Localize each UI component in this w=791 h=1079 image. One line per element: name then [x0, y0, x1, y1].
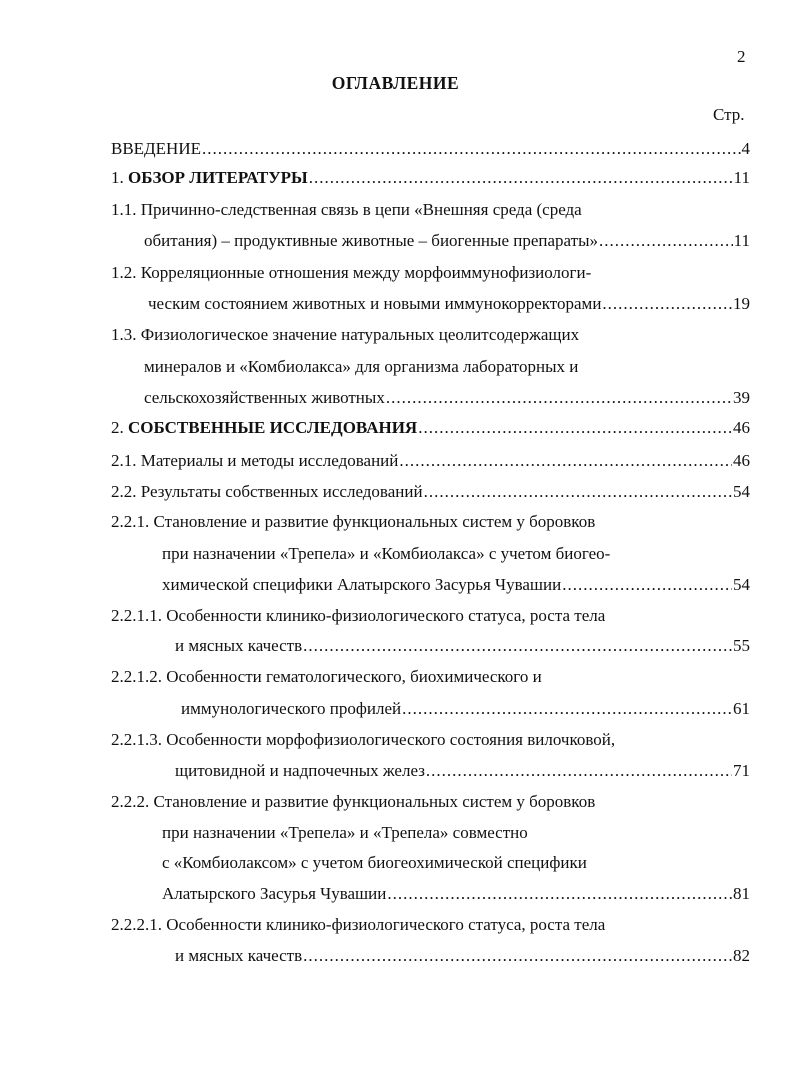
- dot-leader: [418, 418, 732, 438]
- dot-leader: [399, 451, 732, 471]
- toc-page-number: 39: [733, 388, 750, 407]
- toc-entry-line: 2.2.2.1. Особенности клинико-физиологического статуса, роста тела: [111, 915, 606, 934]
- toc-page-number: 19: [733, 294, 750, 313]
- toc-entry-line: [162, 575, 750, 599]
- toc-entry-line: [175, 946, 750, 970]
- toc-entry-number: 2.: [111, 418, 128, 437]
- toc-page-number: 61: [733, 699, 750, 718]
- toc-entry-line: 1.3. Физиологическое значение натуральных цеолитсодержащих: [111, 325, 580, 344]
- toc-entry-number: 1.: [111, 168, 128, 187]
- toc-entry-line: 2.2.1.1. Особенности клинико-физиологического статуса, роста тела: [111, 606, 606, 625]
- page-column-label: Стр.: [713, 105, 745, 124]
- toc-page-number: 71: [733, 761, 750, 780]
- toc-page-number: 11: [733, 231, 750, 250]
- dot-leader: [202, 139, 741, 159]
- dot-leader: [303, 946, 732, 966]
- toc-entry-line: [111, 418, 750, 442]
- toc-entry-title: ОБЗОР ЛИТЕРАТУРЫ: [128, 168, 308, 187]
- toc-entry-line: [162, 884, 750, 908]
- toc-entry-title: и мясных качеств: [175, 946, 303, 965]
- dot-leader: [387, 884, 732, 904]
- toc-entry-title: ческим состоянием животных и новыми иммунокорректорами: [148, 294, 602, 313]
- dot-leader: [309, 168, 733, 188]
- page-number: 2: [737, 47, 746, 66]
- toc-entry-line: минералов и «Комбиолакса» для организма лабораторных и: [144, 357, 579, 376]
- toc-entry-line: 2.2.1.3. Особенности морфофизиологического состояния вилочковой,: [111, 730, 616, 749]
- toc-entry-line: при назначении «Трепела» и «Трепела» совместно: [162, 823, 528, 842]
- dot-leader: [426, 761, 732, 781]
- toc-entry-line: [111, 139, 750, 163]
- toc-entry-title: 2.1. Материалы и методы исследований: [111, 451, 399, 470]
- dot-leader: [599, 231, 733, 251]
- toc-entry-text: [111, 418, 417, 438]
- toc-entry-line: [181, 699, 750, 723]
- toc-entry-line: [175, 636, 750, 660]
- toc-page-number: 54: [733, 575, 750, 594]
- page-title: ОГЛАВЛЕНИЕ: [331, 73, 460, 93]
- toc-entry-text: [175, 636, 302, 656]
- toc-entry-title: СОБСТВЕННЫЕ ИССЛЕДОВАНИЯ: [128, 418, 418, 437]
- toc-entry-text: [111, 168, 308, 188]
- toc-entry-line: [148, 294, 750, 318]
- toc-entry-title: химической специфики Алатырского Засурья Чувашии: [162, 575, 562, 594]
- dot-leader: [424, 482, 732, 502]
- dot-leader: [386, 388, 732, 408]
- toc-entry-text: [162, 575, 561, 595]
- toc-entry-title: обитания) – продуктивные животные – биогенные препараты»: [144, 231, 598, 250]
- toc-entry-line: 1.2. Корреляционные отношения между морфоиммунофизиологи-: [111, 263, 592, 282]
- toc-entry-text: [175, 946, 302, 966]
- toc-page-number: 54: [733, 482, 750, 501]
- toc-entry-text: [144, 231, 598, 251]
- toc-entry-title: иммунологического профилей: [181, 699, 402, 718]
- toc-entry-line: [144, 231, 750, 255]
- toc-entry-text: [111, 139, 201, 159]
- toc-entry-text: [162, 884, 386, 904]
- toc-page-number: 4: [741, 139, 750, 158]
- toc-entry-title: щитовидной и надпочечных желез: [175, 761, 425, 780]
- toc-entry-line: [111, 451, 750, 475]
- toc-entry-title: 2.2. Результаты собственных исследований: [111, 482, 423, 501]
- toc-entry-text: [181, 699, 401, 719]
- toc-entry-title: и мясных качеств: [175, 636, 303, 655]
- toc-entry-line: при назначении «Трепела» и «Комбиолакса» с учетом биогео-: [162, 544, 611, 563]
- toc-entry-line: [111, 168, 750, 192]
- toc-entry-line: [144, 388, 750, 412]
- toc-entry-title: Алатырского Засурья Чувашии: [162, 884, 387, 903]
- toc-entry-line: с «Комбиолаксом» с учетом биогеохимической специфики: [162, 853, 587, 872]
- toc-entry-text: [111, 482, 423, 502]
- toc-entry-line: 2.2.1. Становление и развитие функциональных систем у боровков: [111, 512, 596, 531]
- toc-page-number: 46: [733, 418, 750, 437]
- toc-entry-line: [175, 761, 750, 785]
- dot-leader: [562, 575, 732, 595]
- dot-leader: [602, 294, 732, 314]
- toc-entry-line: 2.2.1.2. Особенности гематологического, биохимического и: [111, 667, 542, 686]
- toc-page-number: 46: [733, 451, 750, 470]
- toc-entry-text: [175, 761, 425, 781]
- toc-entry-line: 2.2.2. Становление и развитие функциональных систем у боровков: [111, 792, 596, 811]
- toc-entry-text: [144, 388, 385, 408]
- toc-page-number: 81: [733, 884, 750, 903]
- toc-entry-text: [111, 451, 398, 471]
- toc-page-number: 55: [733, 636, 750, 655]
- toc-entry-title: сельскохозяйственных животных: [144, 388, 385, 407]
- toc-entry-line: 1.1. Причинно-следственная связь в цепи «Внешняя среда (среда: [111, 200, 582, 219]
- dot-leader: [402, 699, 732, 719]
- toc-page-number: 11: [733, 168, 750, 187]
- toc-entry-line: [111, 482, 750, 506]
- toc-entry-title: ВВЕДЕНИЕ: [111, 139, 201, 158]
- toc-entry-text: [148, 294, 601, 314]
- dot-leader: [303, 636, 732, 656]
- toc-page-number: 82: [733, 946, 750, 965]
